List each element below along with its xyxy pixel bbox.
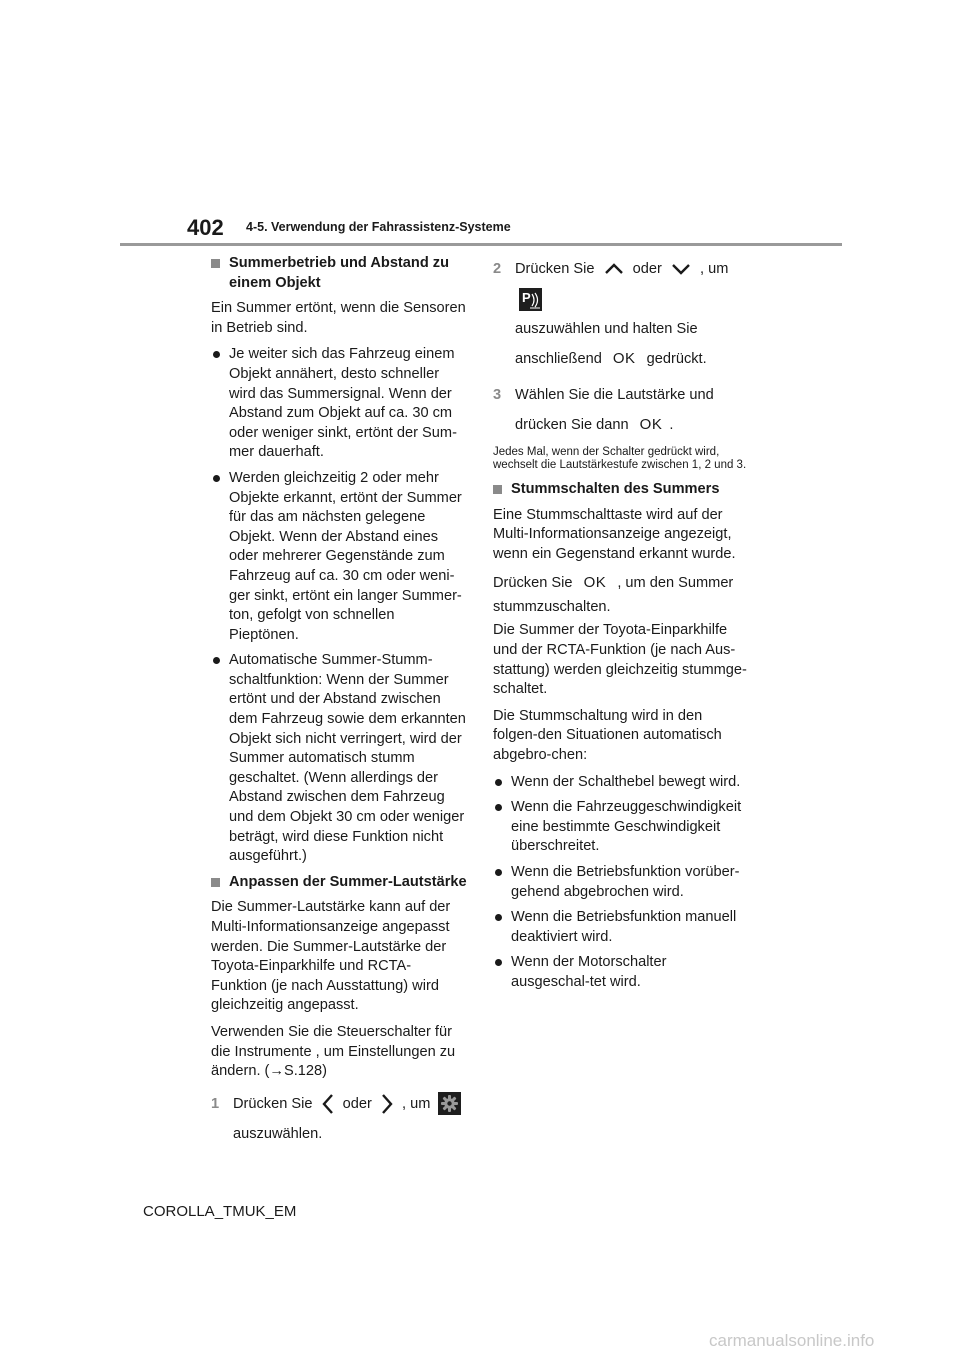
list-item xyxy=(211,469,467,645)
list-item-text: Wenn die Fahrzeuggeschwindigkeit eine bestimmte Geschwindigkeit überschreitet. xyxy=(511,799,742,855)
step-number: 2 xyxy=(493,261,502,277)
chevron-right-icon xyxy=(381,1093,393,1115)
paragraph: Ein Summer ertönt, wenn die Sensoren in Betrieb sind. xyxy=(211,300,466,336)
bullet-dot-icon xyxy=(495,779,502,786)
bullet-dot-icon xyxy=(213,351,220,358)
section-title: 4-5. Verwendung der Fahrassistenz-Systeme xyxy=(246,220,511,234)
paragraph-text: Drücken Sie xyxy=(493,575,573,592)
parking-label: P xyxy=(522,289,531,305)
heading-text: Summerbetrieb und Abstand zu einem Objekt xyxy=(229,255,450,291)
right-column xyxy=(493,254,749,998)
step-1 xyxy=(211,1089,467,1149)
paragraph-mute-instruction xyxy=(493,571,749,619)
paragraph: Die Stummschaltung wird in den folgen-den Situationen automatisch abgebro-chen: xyxy=(493,707,722,763)
list-item-text: Wenn der Motorschalter ausgeschal-tet wird. xyxy=(511,954,667,990)
list-item xyxy=(211,651,467,867)
left-column xyxy=(211,254,467,1155)
paragraph: Verwenden Sie die Steuerschalter für die Instrumente , um Einstellungen zu ändern. (→S.128) xyxy=(211,1023,456,1080)
heading-buzzer-operation xyxy=(211,254,467,293)
square-bullet-icon xyxy=(211,878,220,887)
step-text: gedrückt. xyxy=(646,351,707,367)
paragraph: Die Summer-Lautstärke kann auf der Multi-Informationsanzeige angepasst werden. Die Summer-Lautstärke der Toyota-Einparkhilfe und RCTA-Funktion (je nach Ausstattung) wird gleichzeitig angepasst. xyxy=(211,899,451,1014)
ok-button-icon: OK xyxy=(639,416,663,433)
step-text: . xyxy=(669,417,674,433)
footer-code: COROLLA_TMUK_EM xyxy=(143,1203,297,1220)
paragraph: Eine Stummschalttaste wird auf der Multi-Informationsanzeige angezeigt, wenn ein Gegenstand erkannt wurde. xyxy=(493,506,736,562)
parking-sensor-icon xyxy=(519,288,542,311)
list-item xyxy=(493,798,749,857)
list-item xyxy=(493,863,749,902)
bullet-dot-icon xyxy=(495,914,502,921)
list-item-text: Wenn der Schalthebel bewegt wird. xyxy=(511,773,741,790)
chevron-up-icon xyxy=(604,263,624,275)
list-item-text: Wenn die Betriebsfunktion vorüber-gehend abgebrochen wird. xyxy=(511,863,740,900)
list-item xyxy=(211,345,467,463)
ok-button-icon: OK xyxy=(583,574,607,592)
list-item xyxy=(493,773,749,793)
note-text: Jedes Mal, wenn der Schalter gedrückt wird, wechselt die Lautstärkestufe zwischen 1, 2 und 3. xyxy=(493,446,747,471)
step-2 xyxy=(493,254,749,374)
list-item-text: Werden gleichzeitig 2 oder mehr Objekte erkannt, ertönt der Summer für das am nächsten gelegene Objekt. Wenn der Abstand eines oder mehrerer Gegenstände zum Fahrzeug auf ca. 30 cm oder weni-ger sinkt, ertönt ein langer Summer-ton, gefolgt von schnellen Pieptönen. xyxy=(229,469,462,643)
step-text: , um xyxy=(401,1095,431,1112)
step-3 xyxy=(493,380,749,440)
step-number: 1 xyxy=(211,1095,220,1112)
paragraph-text: , um den Summer stummzuschalten. xyxy=(493,575,734,616)
list-item-text: Wenn die Betriebsfunktion manuell deaktiviert wird. xyxy=(511,909,737,945)
square-bullet-icon xyxy=(211,259,220,268)
heading-buzzer-volume xyxy=(211,873,467,893)
list-item xyxy=(493,908,749,947)
heading-text: Anpassen der Summer-Lautstärke xyxy=(229,873,467,890)
ok-button-icon: OK xyxy=(612,350,636,367)
heading-text: Stummschalten des Summers xyxy=(511,481,720,497)
chevron-down-icon xyxy=(671,263,691,275)
step-number: 3 xyxy=(493,387,502,403)
page-number: 402 xyxy=(187,215,224,240)
step-text: auszuwählen. xyxy=(233,1125,323,1142)
step-text: Drücken Sie xyxy=(233,1095,313,1112)
step-text: Wählen Sie die Lautstärke und drücken Sie dann xyxy=(515,387,714,433)
settings-gear-icon xyxy=(438,1092,461,1115)
bullet-dot-icon xyxy=(495,869,502,876)
step-text: auszuwählen und halten Sie anschließend xyxy=(515,321,698,367)
bullet-dot-icon xyxy=(495,804,502,811)
bullet-dot-icon xyxy=(213,657,220,664)
step-text: Drücken Sie xyxy=(515,261,595,277)
list-item-text: Automatische Summer-Stumm-schaltfunktion: Wenn der Summer ertönt und der Abstand zwischen dem Fahrzeug sowie dem erkannten Objekt sich nicht verringert, wird der Summer automatisch stumm geschaltet. (Wenn allerdings der Abstand zwischen dem Fahrzeug und dem Objekt 30 cm oder weniger beträgt, wird diese Funktion nicht ausgeführt.) xyxy=(229,652,466,865)
step-text: , um xyxy=(699,261,729,277)
list-item xyxy=(493,953,749,992)
header-rule xyxy=(120,243,842,246)
paragraph: Die Summer der Toyota-Einparkhilfe und der RCTA-Funktion (je nach Aus-stattung) werden gleichzeitig stummge-schaltet. xyxy=(493,622,747,698)
heading-mute-buzzer xyxy=(493,480,749,500)
bullet-dot-icon xyxy=(213,475,220,482)
chevron-left-icon xyxy=(322,1093,334,1115)
bullet-dot-icon xyxy=(495,959,502,966)
step-text: oder xyxy=(632,261,662,277)
watermark: carmanualsonline.info xyxy=(709,1331,875,1350)
list-item-text: Je weiter sich das Fahrzeug einem Objekt annähert, desto schneller wird das Summersignal. Wenn der Abstand zum Objekt auf ca. 30 cm oder weniger sinkt, ertönt der Sum-mer dauerhaft. xyxy=(229,346,457,461)
square-bullet-icon xyxy=(493,485,502,494)
step-text: oder xyxy=(342,1095,372,1112)
